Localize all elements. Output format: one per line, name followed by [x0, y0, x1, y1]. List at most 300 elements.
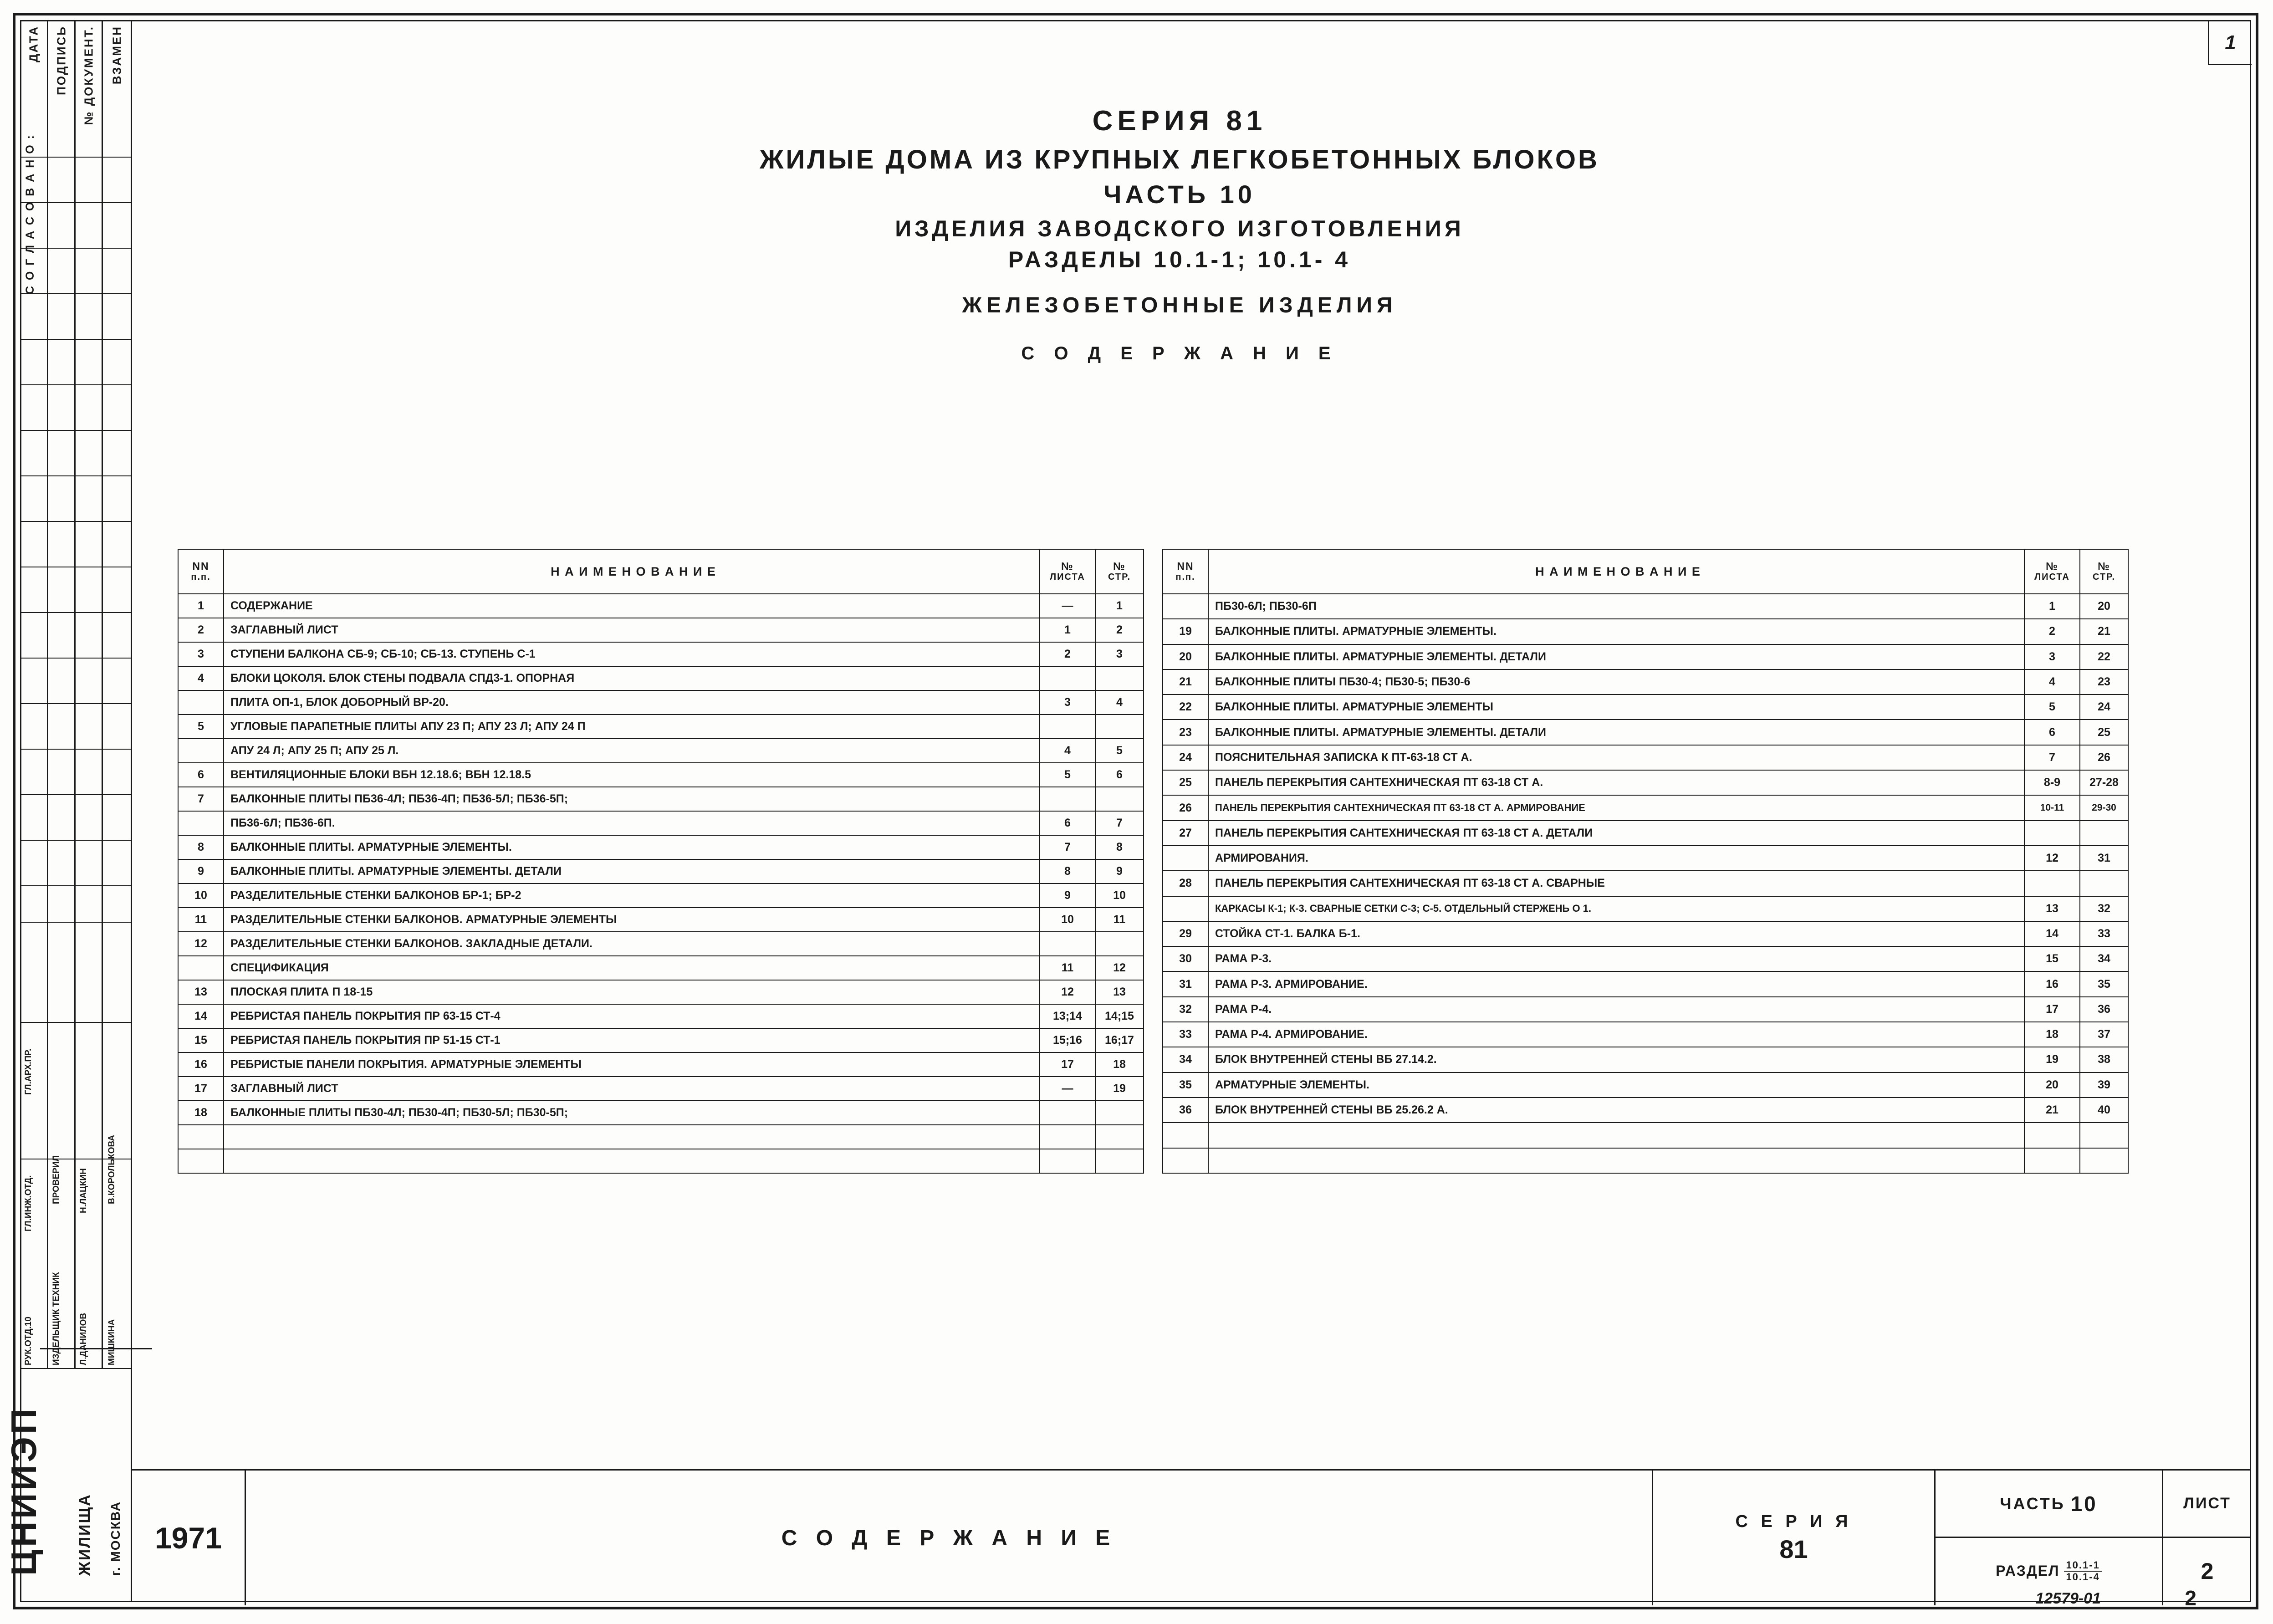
- row-list: [1040, 787, 1095, 811]
- table-row: [1163, 795, 2128, 820]
- row-nn: 25: [1163, 770, 1208, 795]
- row-nn: 15: [178, 1028, 224, 1052]
- row-name: БАЛКОННЫЕ ПЛИТЫ. АРМАТУРНЫЕ ЭЛЕМЕНТЫ.: [1208, 619, 2024, 644]
- signature-role-2: ГЛ.ИНЖ.ОТД.: [23, 1175, 33, 1231]
- document-code: 12579-01: [2035, 1590, 2101, 1607]
- row-nn: [178, 811, 224, 835]
- razdel-values: [2064, 1560, 2101, 1582]
- row-str: 34: [2080, 946, 2128, 971]
- row-list: [2024, 871, 2080, 896]
- table-row: [178, 1101, 1144, 1125]
- header-list: [1040, 549, 1095, 594]
- sheet-value: 2: [2201, 1558, 2214, 1584]
- row-list: [2024, 1148, 2080, 1173]
- organization-subject: ЖИЛИЩА: [76, 1493, 93, 1576]
- row-name: ПАНЕЛЬ ПЕРЕКРЫТИЯ САНТЕХНИЧЕСКАЯ ПТ 63-18 СТ А.: [1208, 770, 2024, 795]
- row-nn: [1163, 1123, 1208, 1148]
- row-name: БЛОКИ ЦОКОЛЯ. БЛОК СТЕНЫ ПОДВАЛА СПД3-1. ОПОРНАЯ: [224, 666, 1040, 690]
- row-str: 27-28: [2080, 770, 2128, 795]
- stamp-rule: [20, 749, 131, 750]
- row-list: 17: [1040, 1052, 1095, 1077]
- row-nn: 26: [1163, 795, 1208, 820]
- table-row: [178, 811, 1144, 835]
- table-row: [178, 690, 1144, 715]
- table-header-row: [178, 549, 1144, 594]
- row-str: 23: [2080, 669, 2128, 695]
- row-nn: 7: [178, 787, 224, 811]
- table-row: [1163, 669, 2128, 695]
- row-nn: [1163, 896, 1208, 921]
- title-block: [132, 1469, 2251, 1610]
- row-list: [1040, 715, 1095, 739]
- row-name: РЕБРИСТЫЕ ПАНЕЛИ ПОКРЫТИЯ. АРМАТУРНЫЕ ЭЛЕМЕНТЫ: [224, 1052, 1040, 1077]
- table-row: [178, 763, 1144, 787]
- row-str: 3: [1095, 642, 1144, 666]
- category-line: ЖЕЛЕЗОБЕТОННЫЕ ИЗДЕЛИЯ: [962, 293, 1397, 317]
- row-list: [1040, 666, 1095, 690]
- stamp-rule: [20, 840, 131, 841]
- row-str: 16;17: [1095, 1028, 1144, 1052]
- stamp-rule: [20, 475, 131, 476]
- row-nn: 35: [1163, 1072, 1208, 1098]
- stamp-rule: [20, 521, 131, 522]
- row-str: [1095, 1149, 1144, 1173]
- razdel-bottom: 10.1-4: [2066, 1571, 2100, 1583]
- row-list: 11: [1040, 956, 1095, 980]
- signature-person-3: МИШКИНА: [107, 1319, 117, 1365]
- row-name: СТУПЕНИ БАЛКОНА СБ-9; СБ-10; СБ-13. СТУПЕНЬ С-1: [224, 642, 1040, 666]
- table-row: [1163, 997, 2128, 1022]
- row-list: 8: [1040, 859, 1095, 883]
- sheet-title: С О Д Е Р Ж А Н И Е: [246, 1471, 1653, 1605]
- row-list: 4: [1040, 739, 1095, 763]
- table-row: [1163, 745, 2128, 770]
- stamp-rule: [20, 339, 131, 340]
- row-str: [1095, 715, 1144, 739]
- row-nn: 12: [178, 932, 224, 956]
- row-str: 4: [1095, 690, 1144, 715]
- row-nn: 23: [1163, 720, 1208, 745]
- row-list: 2: [2024, 619, 2080, 644]
- table-row: [178, 1149, 1144, 1173]
- row-str: 39: [2080, 1072, 2128, 1098]
- table-row: [1163, 921, 2128, 946]
- signature-block: [20, 922, 131, 1368]
- row-str: 29-30: [2080, 795, 2128, 820]
- row-str: 14;15: [1095, 1004, 1144, 1028]
- row-list: 14: [2024, 921, 2080, 946]
- sheet-label: ЛИСТ: [2163, 1471, 2251, 1538]
- row-str: 18: [1095, 1052, 1144, 1077]
- row-list: 15;16: [1040, 1028, 1095, 1052]
- row-name: [1208, 1123, 2024, 1148]
- row-nn: 33: [1163, 1022, 1208, 1047]
- row-nn: 21: [1163, 669, 1208, 695]
- row-name: РАЗДЕЛИТЕЛЬНЫЕ СТЕНКИ БАЛКОНОВ БР-1; БР-2: [224, 883, 1040, 908]
- row-list: 16: [2024, 971, 2080, 996]
- signature-name-column: [48, 922, 76, 1368]
- row-nn: [1163, 594, 1208, 619]
- row-nn: 14: [178, 1004, 224, 1028]
- page-number: 2: [2185, 1586, 2196, 1610]
- header-nn: [178, 549, 224, 594]
- row-name: ПАНЕЛЬ ПЕРЕКРЫТИЯ САНТЕХНИЧЕСКАЯ ПТ 63-18 СТ А. АРМИРОВАНИЕ: [1208, 795, 2024, 820]
- row-nn: 36: [1163, 1098, 1208, 1123]
- table-row: [178, 908, 1144, 932]
- row-name: АРМАТУРНЫЕ ЭЛЕМЕНТЫ.: [1208, 1072, 2024, 1098]
- header-list-main: №: [1061, 560, 1074, 572]
- table-row: [1163, 1047, 2128, 1072]
- row-str: 38: [2080, 1047, 2128, 1072]
- row-str: 33: [2080, 921, 2128, 946]
- row-name: СОДЕРЖАНИЕ: [224, 594, 1040, 618]
- row-list: [1040, 1149, 1095, 1173]
- header-str: [2080, 549, 2128, 594]
- row-nn: [178, 739, 224, 763]
- stamp-rule: [20, 612, 131, 613]
- part-title: ЧАСТЬ 10: [1103, 180, 1256, 209]
- table-row: [1163, 871, 2128, 896]
- row-name: АРМИРОВАНИЯ.: [1208, 846, 2024, 871]
- row-name: БАЛКОННЫЕ ПЛИТЫ. АРМАТУРНЫЕ ЭЛЕМЕНТЫ. ДЕТАЛИ: [1208, 720, 2024, 745]
- header-nn-main: NN: [192, 560, 209, 572]
- table-row: [178, 980, 1144, 1004]
- table-row: [1163, 594, 2128, 619]
- stamp-column-replaces-label: ВЗАМЕН: [110, 26, 123, 85]
- row-name: БЛОК ВНУТРЕННЕЙ СТЕНЫ ВБ 25.26.2 А.: [1208, 1098, 2024, 1123]
- series-value: 81: [1779, 1535, 1808, 1563]
- table-row: [1163, 1148, 2128, 1173]
- row-list: 13;14: [1040, 1004, 1095, 1028]
- row-str: 31: [2080, 846, 2128, 871]
- row-name: БАЛКОННЫЕ ПЛИТЫ ПБ30-4Л; ПБ30-4П; ПБ30-5Л; ПБ30-5П;: [224, 1101, 1040, 1125]
- row-name: [224, 1149, 1040, 1173]
- row-list: 13: [2024, 896, 2080, 921]
- row-name: РАМА Р-3.: [1208, 946, 2024, 971]
- row-name: БЛОК ВНУТРЕННЕЙ СТЕНЫ ВБ 27.14.2.: [1208, 1047, 2024, 1072]
- row-name: СТОЙКА СТ-1. БАЛКА Б-1.: [1208, 921, 2024, 946]
- row-list: 3: [1040, 690, 1095, 715]
- table-row: [1163, 1123, 2128, 1148]
- header-nn-sub: п.п.: [191, 572, 211, 582]
- signature-person-1: Л.ДАНИЛОВ: [79, 1312, 88, 1365]
- row-list: 10-11: [2024, 795, 2080, 820]
- row-name: РАЗДЕЛИТЕЛЬНЫЕ СТЕНКИ БАЛКОНОВ. АРМАТУРНЫЕ ЭЛЕМЕНТЫ: [224, 908, 1040, 932]
- row-nn: 1: [178, 594, 224, 618]
- signature-name-1: ИЗДЕЛЬЩИК ТЕХНИК: [51, 1272, 61, 1365]
- row-name: ВЕНТИЛЯЦИОННЫЕ БЛОКИ ВБН 12.18.6; ВБН 12.18.5: [224, 763, 1040, 787]
- row-str: 10: [1095, 883, 1144, 908]
- signature-approver-column: [103, 922, 131, 1368]
- row-str: [2080, 871, 2128, 896]
- header-str: [1095, 549, 1144, 594]
- row-name: БАЛКОННЫЕ ПЛИТЫ. АРМАТУРНЫЕ ЭЛЕМЕНТЫ: [1208, 695, 2024, 720]
- row-name: ПБ30-6Л; ПБ30-6П: [1208, 594, 2024, 619]
- row-str: 12: [1095, 956, 1144, 980]
- row-str: 24: [2080, 695, 2128, 720]
- row-nn: 16: [178, 1052, 224, 1077]
- row-name: БАЛКОННЫЕ ПЛИТЫ. АРМАТУРНЫЕ ЭЛЕМЕНТЫ. ДЕТАЛИ: [224, 859, 1040, 883]
- table-row: [178, 883, 1144, 908]
- row-list: 6: [1040, 811, 1095, 835]
- row-nn: 3: [178, 642, 224, 666]
- row-name: КАРКАСЫ К-1; К-3. СВАРНЫЕ СЕТКИ С-3; С-5. ОТДЕЛЬНЫЙ СТЕРЖЕНЬ О 1.: [1208, 896, 2024, 921]
- table-row: [178, 956, 1144, 980]
- contents-left-body: [178, 594, 1144, 1173]
- row-nn: 5: [178, 715, 224, 739]
- row-list: 3: [2024, 644, 2080, 669]
- row-name: СПЕЦИФИКАЦИЯ: [224, 956, 1040, 980]
- header-nn-main: NN: [1177, 560, 1194, 572]
- header-str-sub: СТР.: [1108, 572, 1131, 582]
- organization-name: ЦНИИЭП: [4, 1406, 44, 1576]
- row-name: ПБ36-6Л; ПБ36-6П.: [224, 811, 1040, 835]
- signature-person-2: Н.ЛАЦКИН: [79, 1168, 88, 1213]
- row-name: РАЗДЕЛИТЕЛЬНЫЕ СТЕНКИ БАЛКОНОВ. ЗАКЛАДНЫЕ ДЕТАЛИ.: [224, 932, 1040, 956]
- year-field: 1971: [132, 1471, 246, 1605]
- table-row: [1163, 1098, 2128, 1123]
- table-row: [178, 1028, 1144, 1052]
- row-nn: [178, 956, 224, 980]
- signature-name-2: ПРОВЕРИЛ: [51, 1155, 61, 1204]
- razdel-top: 10.1-1: [2064, 1560, 2101, 1571]
- row-name: ЗАГЛАВНЫЙ ЛИСТ: [224, 1077, 1040, 1101]
- table-row: [178, 642, 1144, 666]
- row-nn: 11: [178, 908, 224, 932]
- row-list: 1: [2024, 594, 2080, 619]
- row-list: —: [1040, 594, 1095, 618]
- row-nn: 17: [178, 1077, 224, 1101]
- table-row: [1163, 821, 2128, 846]
- table-row: [1163, 695, 2128, 720]
- table-row: [1163, 720, 2128, 745]
- row-str: [1095, 787, 1144, 811]
- row-str: [1095, 666, 1144, 690]
- row-list: 5: [1040, 763, 1095, 787]
- table-row: [1163, 619, 2128, 644]
- table-row: [1163, 644, 2128, 669]
- sheet-field: [2163, 1471, 2251, 1605]
- table-row: [178, 1125, 1144, 1149]
- organization-city: г. МОСКВА: [108, 1501, 123, 1576]
- row-str: 5: [1095, 739, 1144, 763]
- row-nn: 4: [178, 666, 224, 690]
- row-nn: 28: [1163, 871, 1208, 896]
- part-value: 10: [2070, 1491, 2098, 1516]
- title-area: [137, 105, 2222, 376]
- row-list: [1040, 1101, 1095, 1125]
- row-str: 40: [2080, 1098, 2128, 1123]
- stamp-rule: [20, 430, 131, 431]
- row-nn: 19: [1163, 619, 1208, 644]
- razdel-label: РАЗДЕЛ: [1996, 1563, 2060, 1579]
- stamp-column-signature-label: ПОДПИСЬ: [54, 26, 68, 95]
- row-list: 15: [2024, 946, 2080, 971]
- row-str: [2080, 821, 2128, 846]
- row-nn: 34: [1163, 1047, 1208, 1072]
- table-row: [178, 739, 1144, 763]
- row-list: 7: [2024, 745, 2080, 770]
- row-str: 35: [2080, 971, 2128, 996]
- header-list-sub: ЛИСТА: [2034, 572, 2070, 582]
- row-str: 19: [1095, 1077, 1144, 1101]
- row-list: 10: [1040, 908, 1095, 932]
- series-label: С Е Р И Я: [1735, 1512, 1852, 1531]
- row-list: 17: [2024, 997, 2080, 1022]
- row-name: УГЛОВЫЕ ПАРАПЕТНЫЕ ПЛИТЫ АПУ 23 П; АПУ 23 Л; АПУ 24 П: [224, 715, 1040, 739]
- signature-person-column: [76, 922, 103, 1368]
- row-list: 4: [2024, 669, 2080, 695]
- row-name: РАМА Р-3. АРМИРОВАНИЕ.: [1208, 971, 2024, 996]
- row-nn: 10: [178, 883, 224, 908]
- row-nn: 29: [1163, 921, 1208, 946]
- row-name: ПЛОСКАЯ ПЛИТА П 18-15: [224, 980, 1040, 1004]
- soglasovano-label: С О Г Л А С О В А Н О :: [24, 134, 36, 295]
- row-nn: [1163, 1148, 1208, 1173]
- row-nn: 32: [1163, 997, 1208, 1022]
- stamp-rule: [20, 885, 131, 886]
- contents-right-body: [1163, 594, 2128, 1173]
- row-nn: 24: [1163, 745, 1208, 770]
- row-list: 1: [1040, 618, 1095, 642]
- table-row: [178, 1052, 1144, 1077]
- table-header-row: [1163, 549, 2128, 594]
- header-name: Н А И М Е Н О В А Н И Е: [224, 549, 1040, 594]
- header-str-sub: СТР.: [2092, 572, 2116, 582]
- row-name: ПЛИТА ОП-1, БЛОК ДОБОРНЫЙ ВР-20.: [224, 690, 1040, 715]
- row-list: —: [1040, 1077, 1095, 1101]
- row-nn: 13: [178, 980, 224, 1004]
- part-field: [1936, 1471, 2163, 1605]
- row-list: 20: [2024, 1072, 2080, 1098]
- header-str-main: №: [1113, 560, 1126, 572]
- row-nn: 22: [1163, 695, 1208, 720]
- row-list: 12: [1040, 980, 1095, 1004]
- table-row: [178, 618, 1144, 642]
- row-list: 19: [2024, 1047, 2080, 1072]
- stamp-column-document-label: № ДОКУМЕНТ.: [82, 26, 95, 125]
- contents-heading: С О Д Е Р Ж А Н И Е: [1021, 343, 1338, 363]
- signature-role-3: ГЛ.АРХ.ПР.: [23, 1048, 33, 1095]
- table-row: [178, 715, 1144, 739]
- row-list: 21: [2024, 1098, 2080, 1123]
- row-nn: [178, 1125, 224, 1149]
- row-name: БАЛКОННЫЕ ПЛИТЫ. АРМАТУРНЫЕ ЭЛЕМЕНТЫ.: [224, 835, 1040, 859]
- row-str: 22: [2080, 644, 2128, 669]
- row-list: 7: [1040, 835, 1095, 859]
- signature-person-4: В.КОРОЛЬКОВА: [107, 1135, 117, 1204]
- row-nn: 9: [178, 859, 224, 883]
- row-list: [1040, 932, 1095, 956]
- contents-tables: [178, 549, 2213, 1174]
- row-nn: [1163, 846, 1208, 871]
- row-name: РЕБРИСТАЯ ПАНЕЛЬ ПОКРЫТИЯ ПР 51-15 СТ-1: [224, 1028, 1040, 1052]
- row-list: 12: [2024, 846, 2080, 871]
- subtitle-line: ЖИЛЫЕ ДОМА ИЗ КРУПНЫХ ЛЕГКОБЕТОННЫХ БЛОКОВ: [760, 145, 1599, 174]
- row-name: РЕБРИСТАЯ ПАНЕЛЬ ПОКРЫТИЯ ПР 63-15 СТ-4: [224, 1004, 1040, 1028]
- signature-role-column: [20, 922, 48, 1368]
- series-title: СЕРИЯ 81: [1092, 105, 1267, 137]
- row-nn: 6: [178, 763, 224, 787]
- table-row: [1163, 946, 2128, 971]
- stamp-rule: [20, 658, 131, 659]
- row-nn: 27: [1163, 821, 1208, 846]
- row-str: 11: [1095, 908, 1144, 932]
- header-nn-sub: п.п.: [1175, 572, 1195, 582]
- row-name: ПАНЕЛЬ ПЕРЕКРЫТИЯ САНТЕХНИЧЕСКАЯ ПТ 63-18 СТ А. СВАРНЫЕ: [1208, 871, 2024, 896]
- row-str: [2080, 1148, 2128, 1173]
- row-list: 9: [1040, 883, 1095, 908]
- table-row: [178, 932, 1144, 956]
- table-row: [178, 859, 1144, 883]
- row-nn: 31: [1163, 971, 1208, 996]
- row-str: 25: [2080, 720, 2128, 745]
- row-nn: [178, 1149, 224, 1173]
- row-str: [1095, 1125, 1144, 1149]
- row-str: 8: [1095, 835, 1144, 859]
- row-name: [1208, 1148, 2024, 1173]
- stamp-rule: [20, 794, 131, 795]
- stamp-column-date-label: ДАТА: [26, 26, 40, 63]
- table-row: [1163, 971, 2128, 996]
- corner-sheet-number: 1: [2208, 21, 2252, 65]
- products-line: ИЗДЕЛИЯ ЗАВОДСКОГО ИЗГОТОВЛЕНИЯ: [895, 216, 1464, 241]
- header-nn: [1163, 549, 1208, 594]
- row-list: 5: [2024, 695, 2080, 720]
- row-list: 6: [2024, 720, 2080, 745]
- table-row: [178, 835, 1144, 859]
- table-row: [1163, 896, 2128, 921]
- row-str: 21: [2080, 619, 2128, 644]
- row-str: 7: [1095, 811, 1144, 835]
- table-row: [178, 1077, 1144, 1101]
- row-list: 18: [2024, 1022, 2080, 1047]
- row-nn: 18: [178, 1101, 224, 1125]
- row-str: 36: [2080, 997, 2128, 1022]
- row-nn: [178, 690, 224, 715]
- row-nn: 20: [1163, 644, 1208, 669]
- row-name: ПАНЕЛЬ ПЕРЕКРЫТИЯ САНТЕХНИЧЕСКАЯ ПТ 63-18 СТ А. ДЕТАЛИ: [1208, 821, 2024, 846]
- sections-line: РАЗДЕЛЫ 10.1-1; 10.1- 4: [1008, 247, 1351, 272]
- row-str: 6: [1095, 763, 1144, 787]
- table-row: [1163, 770, 2128, 795]
- row-list: 2: [1040, 642, 1095, 666]
- left-stamp-strip: [4, 20, 132, 1602]
- row-list: [2024, 821, 2080, 846]
- row-str: 9: [1095, 859, 1144, 883]
- header-str-main: №: [2098, 560, 2110, 572]
- row-str: 1: [1095, 594, 1144, 618]
- row-name: РАМА Р-4. АРМИРОВАНИЕ.: [1208, 1022, 2024, 1047]
- table-row: [178, 1004, 1144, 1028]
- row-str: [1095, 932, 1144, 956]
- signature-role-1: РУК.ОТД.10: [23, 1317, 33, 1365]
- row-nn: 30: [1163, 946, 1208, 971]
- table-row: [1163, 1072, 2128, 1098]
- row-list: [2024, 1123, 2080, 1148]
- row-str: 2: [1095, 618, 1144, 642]
- contents-table-left: [178, 549, 1144, 1174]
- row-str: 32: [2080, 896, 2128, 921]
- header-list-main: №: [2046, 560, 2058, 572]
- table-row: [178, 594, 1144, 618]
- row-name: БАЛКОННЫЕ ПЛИТЫ. АРМАТУРНЫЕ ЭЛЕМЕНТЫ. ДЕТАЛИ: [1208, 644, 2024, 669]
- row-name: [224, 1125, 1040, 1149]
- row-str: 37: [2080, 1022, 2128, 1047]
- header-list-sub: ЛИСТА: [1050, 572, 1085, 582]
- part-row: [1936, 1471, 2162, 1538]
- row-str: 20: [2080, 594, 2128, 619]
